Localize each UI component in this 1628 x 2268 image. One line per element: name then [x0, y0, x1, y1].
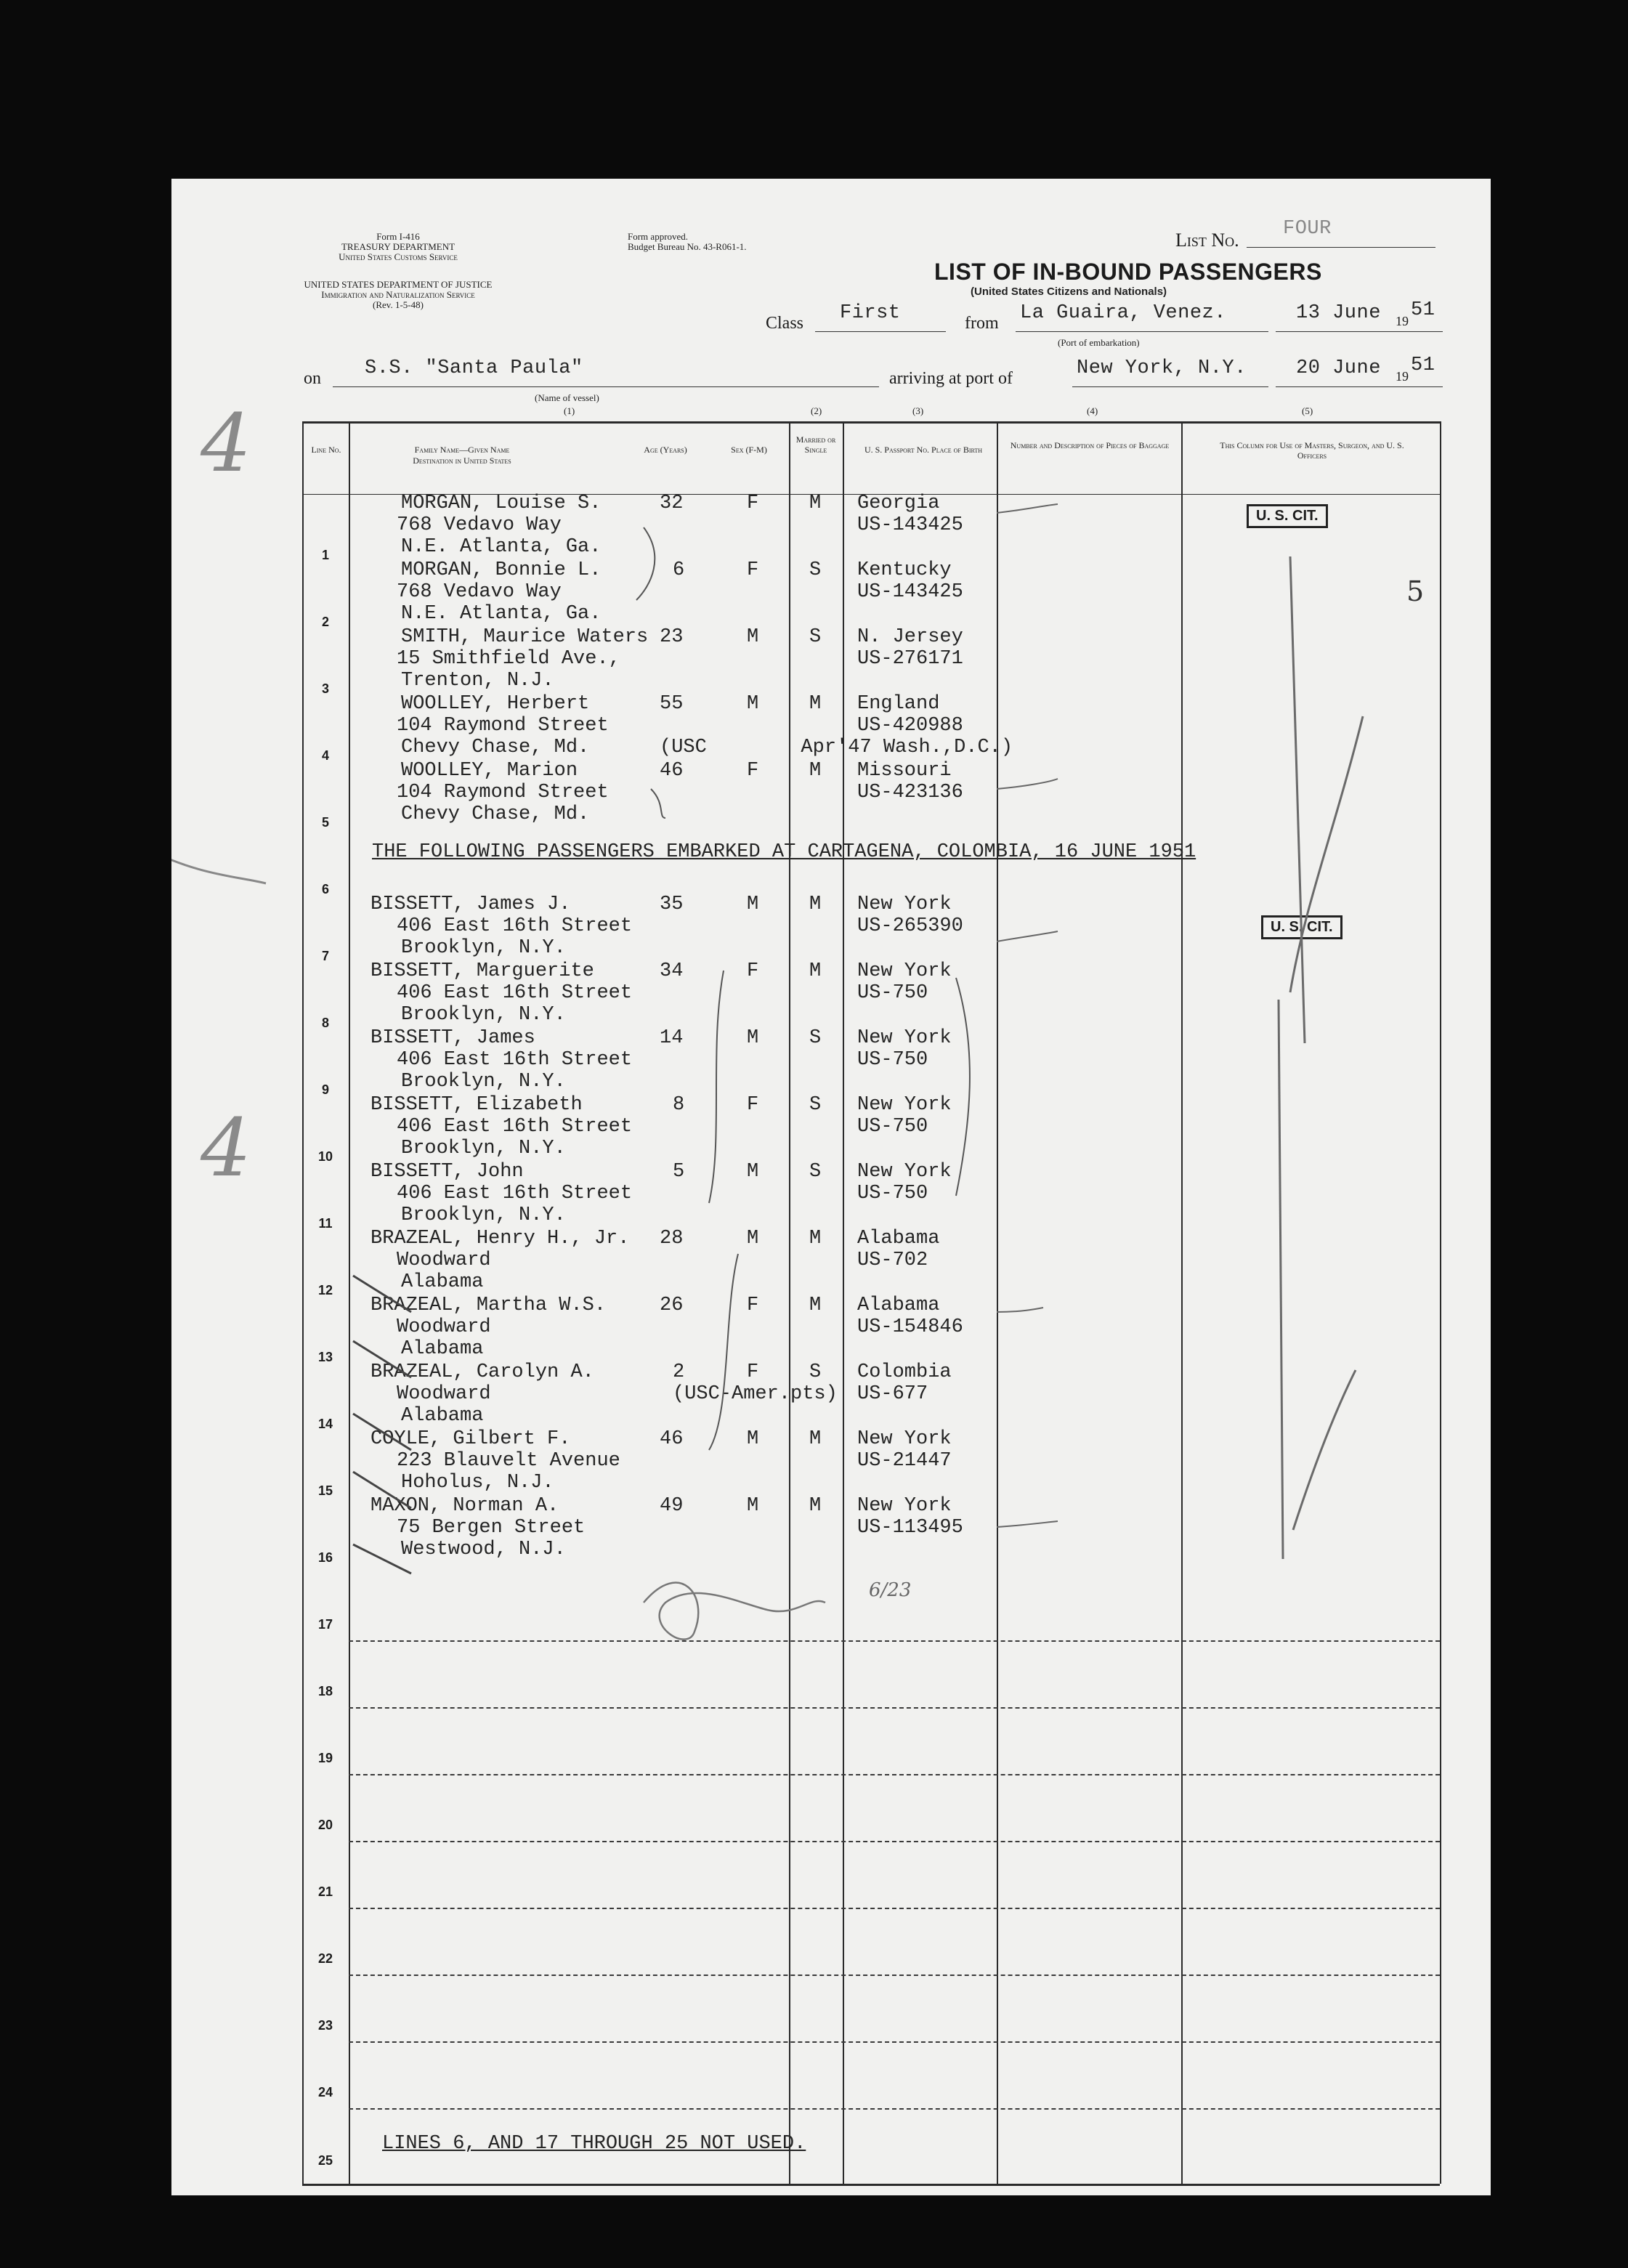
col-header-officers: This Column for Use of Masters, Surgeon, and U. S. Officers [1220, 440, 1404, 461]
from-value: La Guaira, Venez. [1020, 302, 1226, 324]
passenger-age: 14 [660, 1027, 684, 1049]
passenger-age: 34 [660, 960, 684, 982]
passenger-birthplace: New York [857, 1027, 952, 1049]
arriving-label: arriving at port of [889, 369, 1013, 388]
pencil-check-line [1290, 556, 1305, 1043]
class-label: Class [766, 314, 804, 333]
form-number: Form I-416 [376, 231, 420, 242]
passenger-sex: F [747, 1295, 759, 1316]
passenger-city: Trenton, N.J. [401, 670, 554, 692]
col-num-1: (1) [564, 405, 575, 416]
pencil-tick [997, 779, 1058, 789]
passenger-city: Alabama [401, 1338, 484, 1360]
passenger-age: 26 [660, 1295, 684, 1316]
line-number: 25 [317, 2153, 333, 2168]
depart-year-prefix: 19 [1396, 314, 1409, 328]
customs-service: United States Customs Service [339, 251, 458, 262]
passenger-marital: S [809, 626, 822, 648]
col-header-sex: Sex (F-M) [731, 445, 767, 455]
line-number: 23 [317, 2018, 333, 2033]
bracket-mark [651, 789, 665, 818]
passenger-city: Brooklyn, N.Y. [401, 1138, 566, 1159]
line-number: 24 [317, 2085, 333, 2099]
passenger-sex: M [747, 1027, 759, 1049]
passenger-address: 406 East 16th Street [397, 1183, 633, 1204]
passenger-passport: US-154846 [857, 1316, 963, 1338]
margin-note: 4 [201, 1101, 251, 1194]
passenger-passport: US-143425 [857, 514, 963, 536]
signature-fraction: 6/23 [869, 1579, 912, 1601]
passenger-sex: F [747, 1361, 759, 1383]
line-number: 12 [317, 1283, 333, 1297]
passenger-city: N.E. Atlanta, Ga. [401, 603, 602, 625]
passenger-birthplace: New York [857, 1161, 952, 1183]
list-no-label: List No. [1175, 230, 1239, 251]
col-num-4: (4) [1087, 405, 1098, 416]
passenger-sex: F [747, 493, 759, 514]
col-header-married: Married or Single [795, 434, 836, 455]
passenger-birthplace: New York [857, 1495, 952, 1517]
passenger-city: Alabama [401, 1405, 484, 1427]
line-number: 10 [317, 1149, 333, 1164]
passenger-age: 8 [673, 1094, 685, 1116]
arrival-date: 20 June [1296, 357, 1381, 379]
passenger-sex: F [747, 960, 759, 982]
line-number: 2 [321, 615, 329, 629]
line-strike [353, 1544, 411, 1574]
initials-signature [644, 1583, 825, 1640]
pencil-check-line [1293, 1370, 1356, 1530]
passenger-address: 406 East 16th Street [397, 915, 633, 937]
from-label: from [965, 314, 999, 333]
passenger-marital: M [809, 1228, 822, 1250]
passenger-marital: S [809, 1027, 822, 1049]
passenger-passport: US-423136 [857, 782, 963, 803]
line-strike [353, 1276, 411, 1312]
passenger-marital: M [809, 894, 822, 915]
bracket-mark [709, 971, 724, 1203]
manifest-page [171, 179, 1491, 2195]
depart-date: 13 June [1296, 302, 1381, 324]
passenger-sex: F [747, 559, 759, 581]
passenger-passport: US-143425 [857, 581, 963, 603]
passenger-passport: US-265390 [857, 915, 963, 937]
passenger-age: 32 [660, 493, 684, 514]
passenger-birthplace: New York [857, 1428, 952, 1450]
margin-scribble [171, 847, 266, 883]
pencil-tick [997, 504, 1058, 513]
line-number: 6 [321, 882, 329, 896]
passenger-name: BISSETT, James J. [370, 894, 571, 915]
passenger-age: 46 [660, 1428, 684, 1450]
col-num-3: (3) [912, 405, 924, 416]
passenger-age: 55 [660, 693, 684, 715]
class-value: First [840, 302, 901, 324]
passenger-address: 406 East 16th Street [397, 1049, 633, 1071]
treasury-dept: TREASURY DEPARTMENT [341, 241, 455, 252]
list-no-value: FOUR [1283, 218, 1332, 240]
passenger-passport: US-276171 [857, 648, 963, 670]
passenger-city: Brooklyn, N.Y. [401, 1071, 566, 1093]
col-header-passport: U. S. Passport No. Place of Birth [864, 445, 983, 455]
line-number: 1 [321, 548, 329, 562]
pencil-check-line [1279, 1000, 1283, 1559]
passenger-marital: S [809, 1094, 822, 1116]
passenger-name: BISSETT, Marguerite [370, 960, 594, 982]
passenger-marital: M [809, 493, 822, 514]
line-number: 13 [317, 1350, 333, 1364]
passenger-age: 6 [673, 559, 685, 581]
justice-dept: UNITED STATES DEPARTMENT OF JUSTICE [304, 279, 493, 290]
passenger-age: 28 [660, 1228, 684, 1250]
line-number: 17 [317, 1617, 333, 1632]
col-header-age: Age (Years) [644, 445, 687, 455]
passenger-sex: M [747, 1161, 759, 1183]
line-number: 3 [321, 681, 329, 696]
passenger-address: Woodward [397, 1250, 491, 1271]
line-number: 15 [317, 1483, 333, 1498]
pencil-tick [997, 1521, 1058, 1527]
passenger-birthplace: Georgia [857, 493, 940, 514]
passenger-address: 406 East 16th Street [397, 982, 633, 1004]
passenger-passport: US-750 [857, 1183, 928, 1204]
passenger-birthplace: New York [857, 894, 952, 915]
col-header-baggage: Number and Description of Pieces of Baggage [1010, 440, 1170, 450]
passenger-passport: US-750 [857, 1116, 928, 1138]
passenger-sex: M [747, 693, 759, 715]
passenger-address: 104 Raymond Street [397, 782, 609, 803]
pencil-tick [997, 931, 1058, 941]
passenger-city: Brooklyn, N.Y. [401, 937, 566, 959]
passenger-city: Hoholus, N.J. [401, 1472, 554, 1494]
passenger-city: N.E. Atlanta, Ga. [401, 536, 602, 558]
passenger-city: Brooklyn, N.Y. [401, 1204, 566, 1226]
passenger-marital: S [809, 559, 822, 581]
passenger-name: COYLE, Gilbert F. [370, 1428, 571, 1450]
passenger-name: MAXON, Norman A. [370, 1495, 559, 1517]
arrival-year-prefix: 19 [1396, 369, 1409, 384]
passenger-address: 75 Bergen Street [397, 1517, 586, 1539]
col-header-destination: Destination in United States [413, 455, 511, 466]
passenger-sex: M [747, 1495, 759, 1517]
arrival-port: New York, N.Y. [1077, 357, 1247, 379]
passenger-name: SMITH, Maurice Waters [401, 626, 649, 648]
us-citizen-stamp: U. S. CIT. [1247, 504, 1328, 528]
passenger-city: Chevy Chase, Md. [401, 803, 590, 825]
col-header-line: Line No. [311, 445, 341, 455]
bracket-mark [636, 527, 655, 600]
us-citizen-stamp: U. S. CIT. [1261, 915, 1343, 939]
passenger-marital: M [809, 693, 822, 715]
passenger-city: Alabama [401, 1271, 484, 1293]
passenger-age: 2 [673, 1361, 685, 1383]
passenger-passport: US-21447 [857, 1450, 952, 1472]
passenger-address: 104 Raymond Street [397, 715, 609, 737]
passenger-marital: M [809, 760, 822, 782]
passenger-passport: US-750 [857, 982, 928, 1004]
passenger-address: 223 Blauvelt Avenue [397, 1450, 620, 1472]
line-number: 19 [317, 1751, 333, 1765]
bracket-mark [709, 1254, 738, 1450]
passenger-address: Woodward [397, 1383, 491, 1405]
margin-note: 4 [201, 397, 251, 490]
passenger-city: Westwood, N.J. [401, 1539, 566, 1560]
pencil-annotations [171, 179, 1491, 2195]
passenger-city: Brooklyn, N.Y. [401, 1004, 566, 1026]
passenger-address: 768 Vedavo Way [397, 514, 562, 536]
naturalization-note: (USC Apr'47 Wash.,D.C.) [660, 737, 1013, 758]
budget-bureau: Budget Bureau No. 43-R061-1. [628, 241, 747, 252]
naturalization-note: (USC-Amer.pts) [673, 1383, 838, 1405]
passenger-passport: US-702 [857, 1250, 928, 1271]
passenger-name: MORGAN, Bonnie L. [401, 559, 602, 581]
line-number: 11 [318, 1216, 333, 1231]
passenger-city: Chevy Chase, Md. [401, 737, 590, 758]
passenger-birthplace: New York [857, 1094, 952, 1116]
passenger-passport: US-677 [857, 1383, 928, 1405]
vessel-caption: (Name of vessel) [535, 392, 599, 403]
passenger-marital: S [809, 1161, 822, 1183]
line-number: 22 [317, 1951, 333, 1966]
line-strike [353, 1472, 411, 1508]
line-strike [353, 1341, 411, 1377]
passenger-age: 5 [673, 1161, 685, 1183]
passenger-name: BISSETT, James [370, 1027, 535, 1049]
margin-count: 5 [1406, 575, 1425, 607]
line-number: 14 [317, 1417, 333, 1431]
passenger-address: 406 East 16th Street [397, 1116, 633, 1138]
line-number: 20 [317, 1818, 333, 1832]
passenger-birthplace: Alabama [857, 1295, 940, 1316]
passenger-age: 35 [660, 894, 684, 915]
passenger-age: 46 [660, 760, 684, 782]
passenger-sex: F [747, 1094, 759, 1116]
passenger-birthplace: Alabama [857, 1228, 940, 1250]
depart-year: 51 [1411, 299, 1435, 321]
form-subtitle: (United States Citizens and Nationals) [971, 285, 1167, 298]
form-approved: Form approved. [628, 231, 689, 242]
passenger-marital: M [809, 1495, 822, 1517]
line-number: 21 [317, 1884, 333, 1899]
passenger-birthplace: New York [857, 960, 952, 982]
passenger-address: Woodward [397, 1316, 491, 1338]
line-number: 18 [317, 1684, 333, 1698]
revision: (Rev. 1-5-48) [373, 299, 424, 310]
line-number: 8 [321, 1016, 329, 1030]
col-header-family: Family Name—Given Name [414, 445, 510, 455]
passenger-age: 23 [660, 626, 684, 648]
passenger-name: BRAZEAL, Martha W.S. [370, 1295, 607, 1316]
passenger-sex: F [747, 760, 759, 782]
line-number: 7 [321, 949, 329, 963]
passenger-birthplace: Colombia [857, 1361, 952, 1383]
passenger-address: 768 Vedavo Way [397, 581, 562, 603]
passenger-birthplace: N. Jersey [857, 626, 963, 648]
passenger-age: 49 [660, 1495, 684, 1517]
passenger-name: MORGAN, Louise S. [401, 493, 602, 514]
passenger-marital: S [809, 1361, 822, 1383]
passenger-name: WOOLLEY, Herbert [401, 693, 590, 715]
passenger-name: BISSETT, Elizabeth [370, 1094, 583, 1116]
passenger-marital: M [809, 1295, 822, 1316]
passenger-marital: M [809, 960, 822, 982]
passenger-sex: M [747, 894, 759, 915]
on-label: on [304, 369, 321, 388]
passenger-name: BISSETT, John [370, 1161, 524, 1183]
col-num-5: (5) [1302, 405, 1313, 416]
passenger-passport: US-420988 [857, 715, 963, 737]
unused-lines-note: LINES 6, AND 17 THROUGH 25 NOT USED. [382, 2133, 806, 2155]
passenger-birthplace: Missouri [857, 760, 952, 782]
bracket-mark [956, 978, 970, 1196]
port-embarkation-caption: (Port of embarkation) [1058, 337, 1140, 348]
passenger-address: 15 Smithfield Ave., [397, 648, 620, 670]
passenger-sex: M [747, 1428, 759, 1450]
col-num-2: (2) [811, 405, 822, 416]
passenger-name: BRAZEAL, Henry H., Jr. [370, 1228, 630, 1250]
embarkation-note: THE FOLLOWING PASSENGERS EMBARKED AT CARTAGENA, COLOMBIA, 16 JUNE 1951 [372, 841, 1196, 863]
line-number: 9 [321, 1082, 329, 1097]
passenger-sex: M [747, 1228, 759, 1250]
line-number: 16 [317, 1550, 333, 1565]
vessel-name: S.S. "Santa Paula" [365, 357, 583, 379]
passenger-passport: US-750 [857, 1049, 928, 1071]
passenger-name: BRAZEAL, Carolyn A. [370, 1361, 594, 1383]
form-title: LIST OF IN-BOUND PASSENGERS [934, 259, 1322, 285]
passenger-passport: US-113495 [857, 1517, 963, 1539]
line-number: 5 [321, 815, 329, 830]
line-number: 4 [321, 748, 329, 763]
line-strike [353, 1414, 411, 1450]
passenger-name: WOOLLEY, Marion [401, 760, 578, 782]
passenger-marital: M [809, 1428, 822, 1450]
passenger-birthplace: England [857, 693, 940, 715]
passenger-sex: M [747, 626, 759, 648]
arrival-year: 51 [1411, 355, 1435, 376]
ins-service: Immigration and Naturalization Service [321, 289, 475, 300]
pencil-tick [997, 1308, 1043, 1312]
passenger-birthplace: Kentucky [857, 559, 952, 581]
